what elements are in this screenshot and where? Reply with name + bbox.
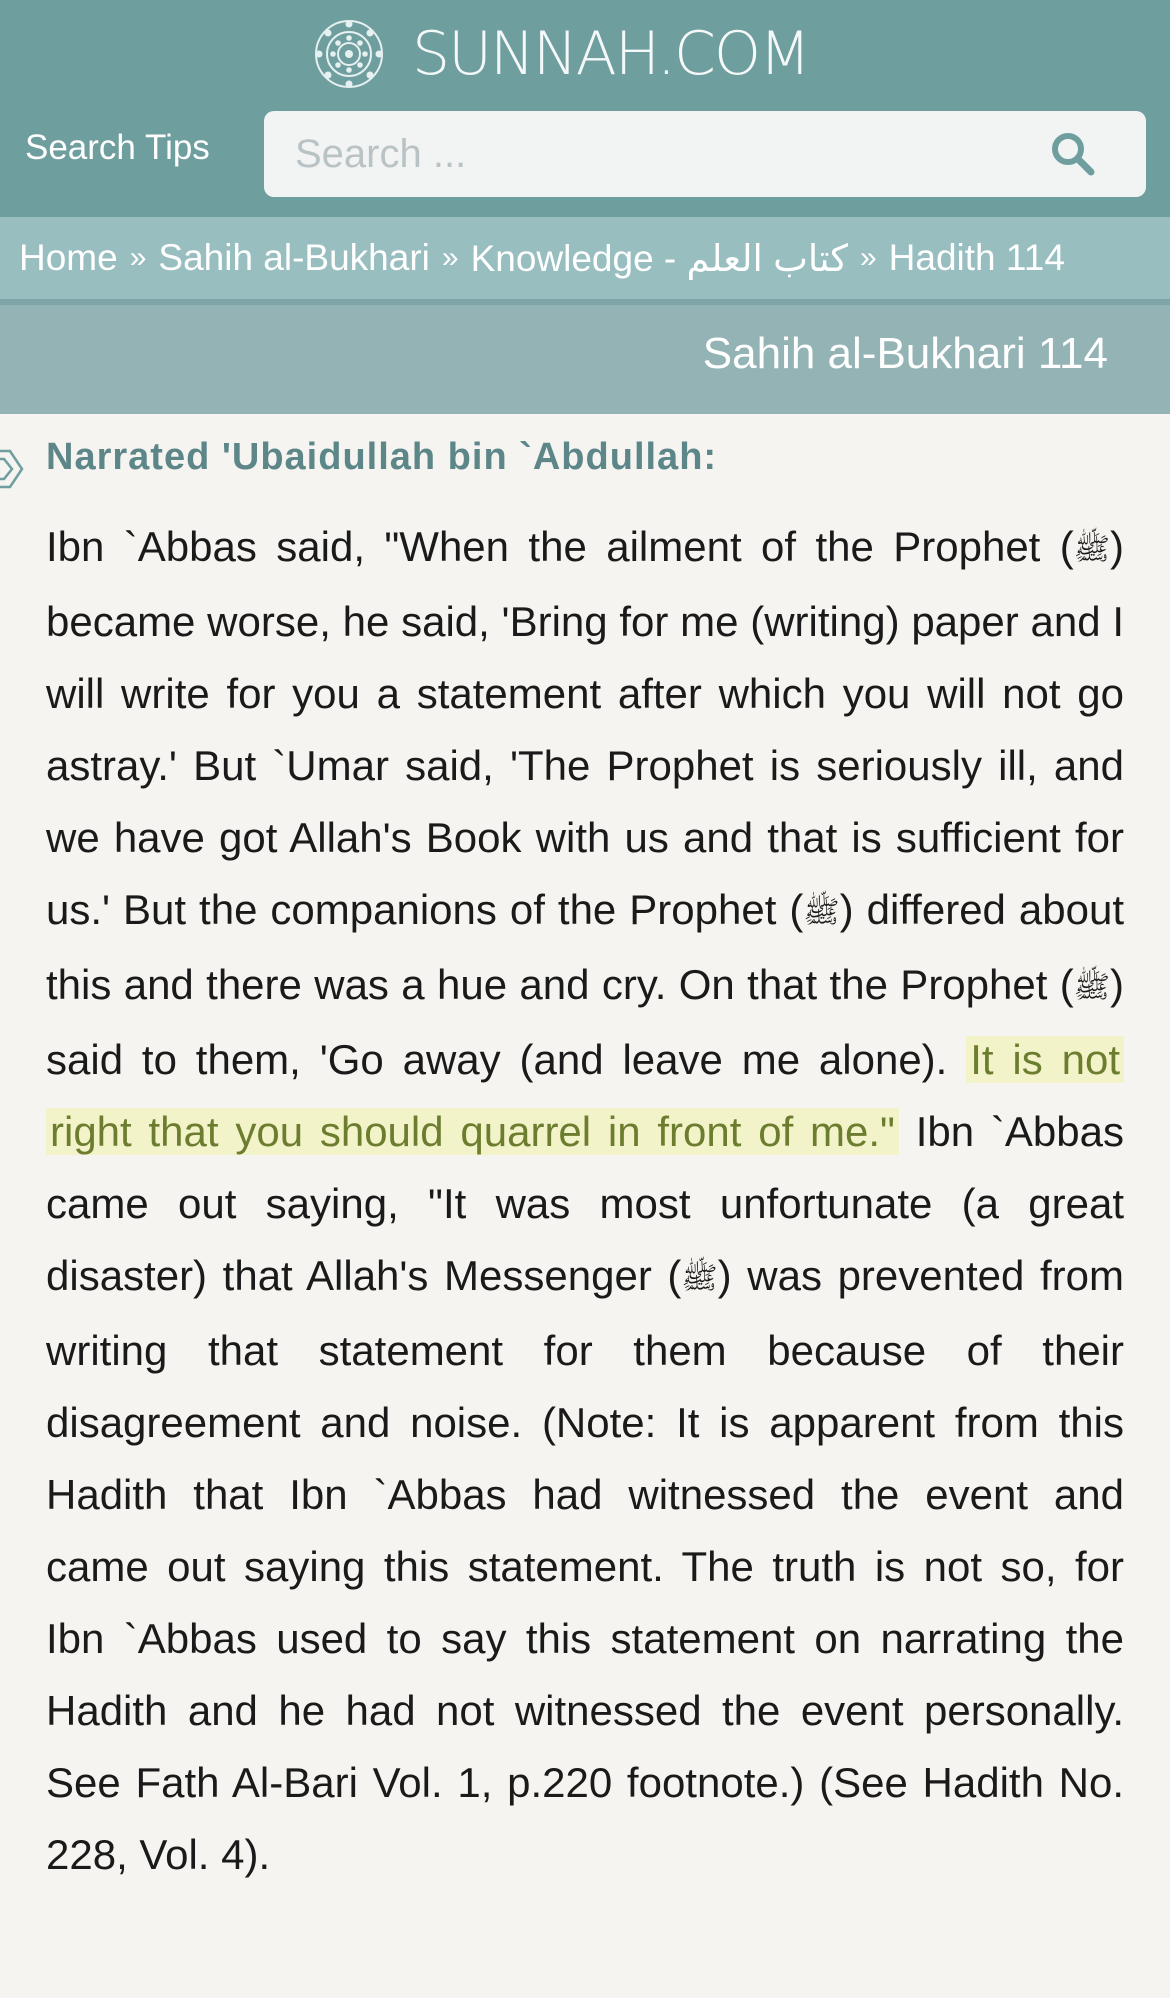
- hadith-text-segment: ) became worse, he said, 'Bring for me (writing) paper and I will write for you a statement after which you will not go astray.' But `Umar said, 'The Prophet is seriously ill, and we have got Allah's Book with us and that is sufficient for us.' But the companions of the Prophet (: [46, 523, 1124, 933]
- hadith-text-segment: Ibn `Abbas came out saying, "It was most unfortunate (a great disaster) that Allah's Messenger (: [46, 1108, 1124, 1299]
- breadcrumb-hadith[interactable]: Hadith 114: [888, 237, 1065, 278]
- hadith-text-segment: ) was prevented from writing that statement for them because of their disagreement and noise. (Note: It is apparent from this Hadith that Ibn `Abbas had witnessed the event and came out saying this statement. The truth is not so, for Ibn `Abbas used to say this statement on narrating the Hadith and he had not witnessed the event personally. See Fath Al-Bari Vol. 1, p.220 footnote.) (See Hadith No. 228, Vol. 4).: [46, 1252, 1124, 1878]
- breadcrumb-book[interactable]: Knowledge - كتاب العلم: [470, 237, 848, 279]
- breadcrumb-collection[interactable]: Sahih al-Bukhari: [158, 237, 430, 278]
- pbuh-honorific: ﷺ: [1073, 532, 1110, 567]
- site-header: [0, 0, 1170, 217]
- magnifier-icon[interactable]: [1050, 131, 1096, 177]
- breadcrumb-home[interactable]: Home: [19, 237, 118, 278]
- hadith-title: Sahih al-Bukhari 114: [702, 329, 1108, 378]
- breadcrumb: [0, 217, 1170, 299]
- site-logo[interactable]: [312, 16, 809, 92]
- highlighted-quote: It is not right that you should quarrel in front of me.": [46, 1036, 1124, 1155]
- breadcrumb-separator: »: [441, 241, 459, 274]
- search-box: [264, 111, 1146, 197]
- search-input[interactable]: [295, 111, 1035, 197]
- hadith-title-band: [0, 305, 1170, 414]
- hadith-content: [0, 414, 1170, 1998]
- hadith-narrator: Narrated 'Ubaidullah bin `Abdullah:: [46, 436, 718, 478]
- hadith-text-segment: ) differed about this and there was a hue and cry. On that the Prophet (: [46, 886, 1125, 1008]
- hadith-text: [46, 511, 1124, 1891]
- search-tips-link[interactable]: Search Tips: [25, 128, 210, 167]
- pbuh-honorific: ﷺ: [681, 1261, 718, 1296]
- site-name: SUNNAH.COM: [412, 19, 809, 89]
- rosette-emblem-icon: [312, 17, 386, 91]
- pbuh-honorific: ﷺ: [1073, 970, 1110, 1005]
- ornament-icon: [0, 441, 26, 497]
- hadith-text-segment: ) said to them, 'Go away (and leave me alone).: [46, 961, 1124, 1083]
- breadcrumb-separator: »: [129, 241, 147, 274]
- pbuh-honorific: ﷺ: [803, 895, 840, 930]
- breadcrumb-separator: »: [859, 241, 877, 274]
- hadith-text-segment: Ibn `Abbas said, "When the ailment of the Prophet (: [46, 523, 1074, 570]
